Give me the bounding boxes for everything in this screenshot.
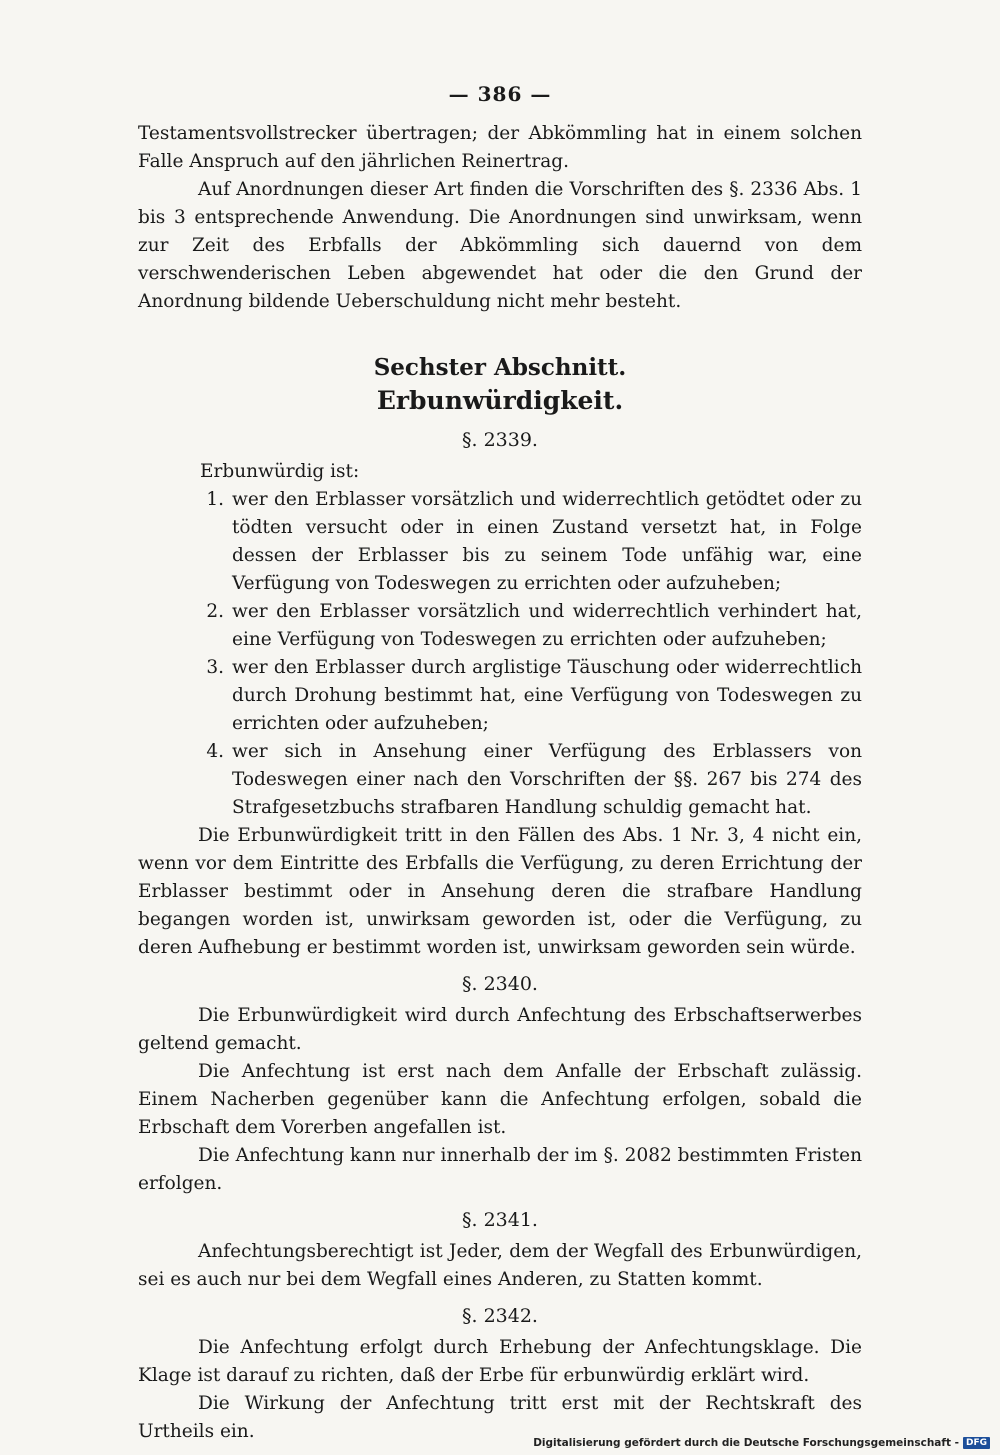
footer-text: Digitalisierung gefördert durch die Deutsche Forschungsgemeinschaft - [533,1437,959,1449]
list-item-number: 2. [206,601,224,622]
list-item-text: wer sich in Ansehung einer Verfügung des Erblassers von Todeswegen einer nach den Vorschriften der §§. 267 bis 274 des Strafgesetzbuchs strafbaren Handlung schuldig gemacht hat. [232,741,862,818]
list-item-number: 3. [206,657,224,678]
list-item [138,738,862,822]
paragraph: Die Anfechtung erfolgt durch Erhebung der Anfechtungsklage. Die Klage ist darauf zu richten, daß der Erbe für erbunwürdig erklärt wird. [138,1337,862,1386]
section-heading-2340: §. 2340. [462,973,538,995]
list-item [138,486,862,598]
list-item-text: wer den Erblasser vorsätzlich und widerrechtlich verhindert hat, eine Verfügung von Todeswegen zu errichten oder aufzuheben; [232,601,862,650]
chapter-title: Sechster Abschnitt. [373,354,627,381]
document-page [138,80,862,1446]
paragraph: Die Wirkung der Anfechtung tritt erst mit der Rechtskraft des Urtheils ein. [138,1393,862,1442]
enumerated-list [138,486,862,822]
paragraph: Auf Anordnungen dieser Art finden die Vorschriften des §. 2336 Abs. 1 bis 3 entsprechende Anwendung. Die Anordnungen sind unwirksam, wenn zur Zeit des Erbfalls der Abkömmling sich dauernd von dem verschwenderischen Leben abgewendet hat oder die den Grund der Anordnung bildende Ueberschuldung nicht mehr besteht. [138,179,862,312]
list-item-text: wer den Erblasser durch arglistige Täuschung oder widerrechtlich durch Drohung bestimmt hat, eine Verfügung von Todeswegen zu errichten oder aufzuheben; [232,657,862,734]
paragraph: Die Anfechtung kann nur innerhalb der im §. 2082 bestimmten Fristen erfolgen. [138,1145,862,1194]
paragraph: Anfechtungsberechtigt ist Jeder, dem der Wegfall des Erbunwürdigen, sei es auch nur bei dem Wegfall eines Anderen, zu Statten kommt. [138,1241,862,1290]
section-intro: Erbunwürdig ist: [200,461,360,482]
section-heading-2341: §. 2341. [462,1209,538,1231]
dfg-logo: DFG [963,1437,990,1449]
paragraph: Die Anfechtung ist erst nach dem Anfalle der Erbschaft zulässig. Einem Nacherben gegenüber kann die Anfechtung erfolgen, sobald die Erbschaft dem Vorerben angefallen ist. [138,1061,862,1138]
paragraph: Die Erbunwürdigkeit tritt in den Fällen des Abs. 1 Nr. 3, 4 nicht ein, wenn vor dem Eintritte des Erbfalls die Verfügung, zu deren Errichtung der Erblasser bestimmt oder in Ansehung deren die strafbare Handlung begangen worden ist, unwirksam geworden ist, oder die Verfügung, zu deren Aufhebung er bestimmt worden ist, unwirksam geworden sein würde. [138,825,862,958]
section-heading-2342: §. 2342. [462,1305,538,1327]
section-heading-2339: §. 2339. [462,429,538,451]
list-item [138,598,862,654]
paragraph: Die Erbunwürdigkeit wird durch Anfechtung des Erbschaftserwerbes geltend gemacht. [138,1005,862,1054]
paragraph: Testamentsvollstrecker übertragen; der Abkömmling hat in einem solchen Falle Anspruch auf den jährlichen Reinertrag. [138,123,862,172]
list-item-number: 1. [206,489,224,510]
chapter-subtitle: Erbunwürdigkeit. [376,386,624,415]
page-number: — 386 — [448,82,552,106]
digitization-footer [533,1437,990,1449]
list-item [138,654,862,738]
list-item-text: wer den Erblasser vorsätzlich und widerrechtlich getödtet oder zu tödten versucht oder in einen Zustand versetzt hat, in Folge dessen der Erblasser bis zu seinem Tode unfähig war, eine Verfügung von Todeswegen zu errichten oder aufzuheben; [232,489,862,594]
list-item-number: 4. [206,741,224,762]
